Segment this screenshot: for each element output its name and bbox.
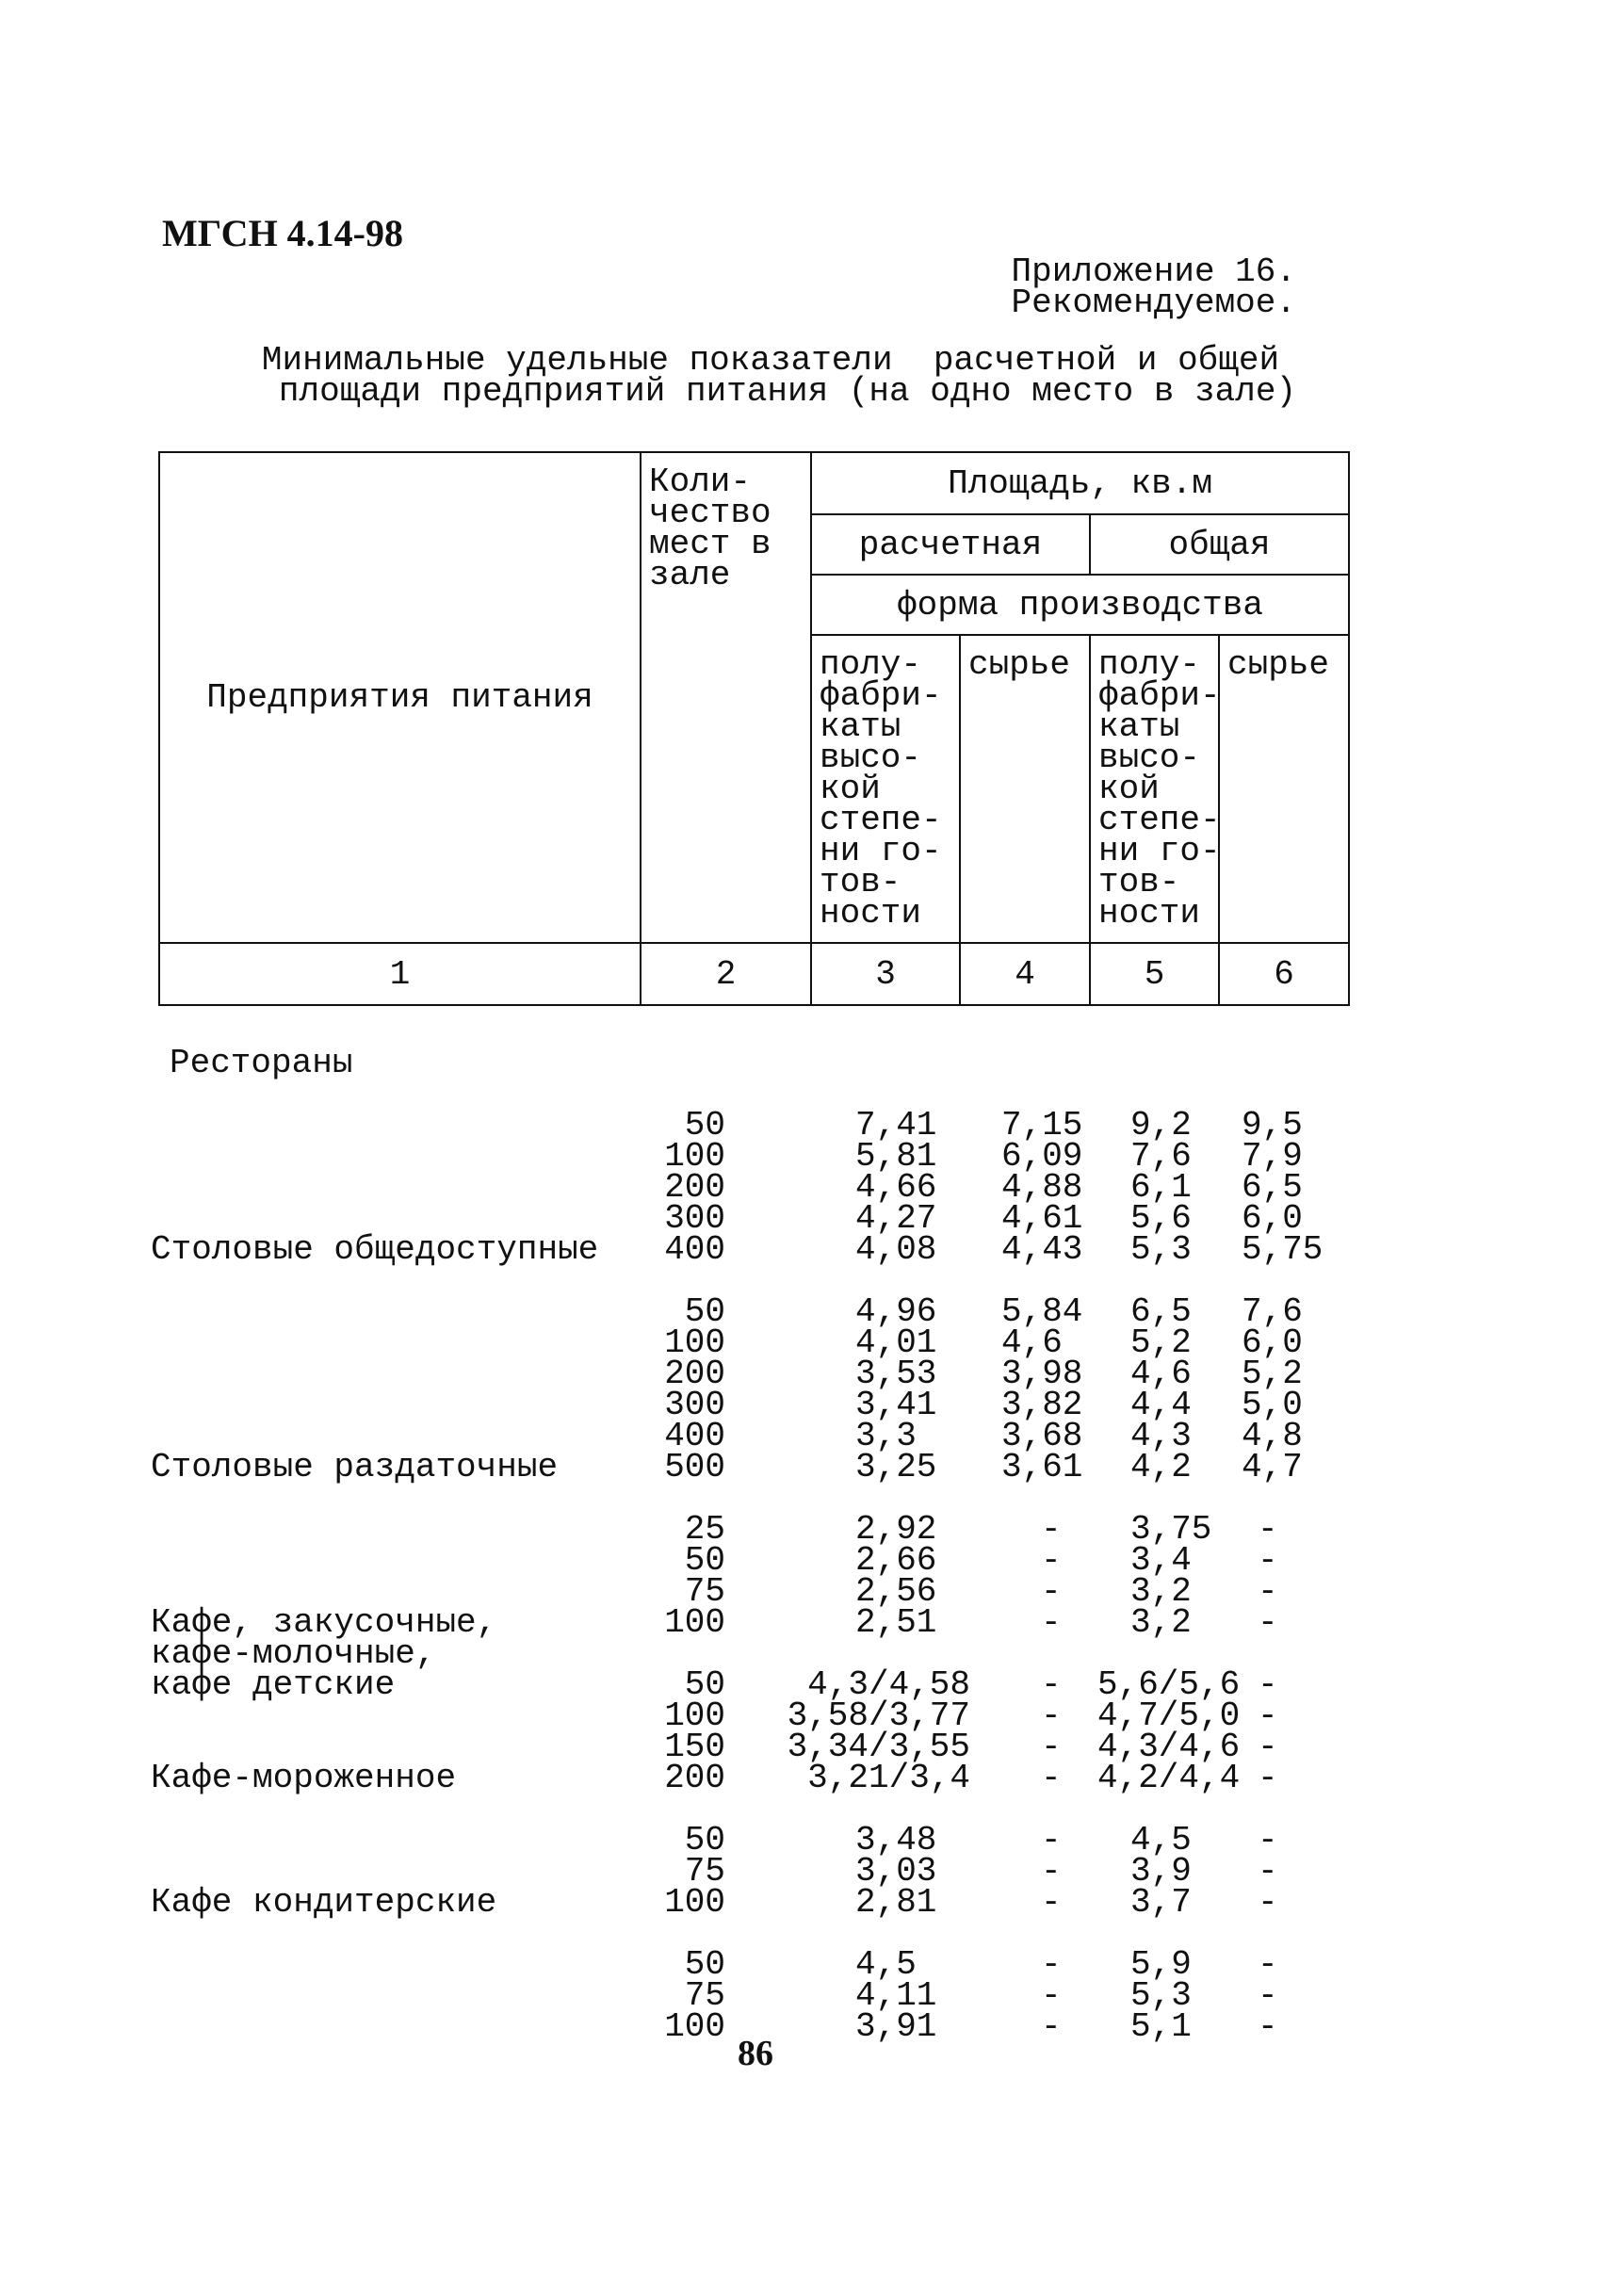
table-cell: 5,75 [1242, 1230, 1324, 1269]
table-cell: 25 [684, 1510, 725, 1549]
table-cell: 4,08 [855, 1230, 937, 1269]
column-number-3: 3 [811, 943, 960, 1005]
table-cell: 4,11 [855, 1976, 937, 2015]
table-cell: 300 [664, 1386, 725, 1424]
header-semi-finished-calc: полу- фабри- каты высо- кой степе- ни го- тов- ности [811, 635, 960, 943]
table-cell: 4,7 [1242, 1448, 1303, 1486]
column-number-4: 4 [960, 943, 1090, 1005]
table-cell: - [1041, 1510, 1062, 1549]
table-cell: 2,81 [855, 1883, 937, 1922]
table-cell: - [1041, 1945, 1062, 1984]
header-semi-finished-total: полу- фабри- каты высо- кой степе- ни го- тов- ности [1090, 635, 1219, 943]
table-cell: 6,09 [1001, 1137, 1083, 1176]
table-cell: 7,9 [1242, 1137, 1303, 1176]
table-cell: 4,7/5,0 [1097, 1696, 1241, 1735]
table-cell: 5,2 [1242, 1355, 1303, 1393]
table-cell: 4,27 [855, 1199, 937, 1238]
header-raw-total: сырье [1219, 635, 1349, 943]
table-title-line-1: Минимальные удельные показатели расчетной и общей [261, 341, 1280, 380]
table-cell: 5,6/5,6 [1097, 1665, 1241, 1704]
table-cell: 2,92 [855, 1510, 937, 1549]
table-cell: - [1041, 1541, 1062, 1580]
table-cell: 5,6 [1130, 1199, 1192, 1238]
table-cell: 4,01 [855, 1323, 937, 1362]
table-cell: 9,5 [1242, 1106, 1303, 1144]
table-cell: - [1041, 1883, 1062, 1922]
table-cell: 50 [684, 1292, 725, 1331]
table-cell: 3,25 [855, 1448, 937, 1486]
table-cell: - [1041, 1665, 1062, 1704]
table-cell: - [1041, 2007, 1062, 2046]
page-number: 86 [738, 2034, 773, 2073]
table-cell: - [1258, 1945, 1278, 1984]
table-cell: 50 [684, 1821, 725, 1859]
table-cell: 4,2/4,4 [1097, 1759, 1241, 1797]
table-cell: 5,0 [1242, 1386, 1303, 1424]
table-cell: 4,8 [1242, 1417, 1303, 1455]
table-cell: 4,43 [1001, 1230, 1083, 1269]
enterprise-name: Кафе, закусочные, кафе-молочные, кафе детские [151, 1603, 497, 1704]
table-cell: 100 [664, 1137, 725, 1176]
table-cell: 3,58/3,77 [787, 1696, 970, 1735]
header-raw-calc: сырье [960, 635, 1090, 943]
table-cell: 7,41 [855, 1106, 937, 1144]
table-cell: 4,5 [855, 1945, 917, 1984]
table-cell: 3,3 [855, 1417, 917, 1455]
header-enterprises: Предприятия питания [159, 452, 641, 943]
table-cell: 4,88 [1001, 1168, 1083, 1207]
column-number-5: 5 [1090, 943, 1219, 1005]
table-cell: 50 [684, 1106, 725, 1144]
enterprise-name: Кафе-мороженное [151, 1759, 457, 1797]
appendix-number: Приложение 16. [1011, 252, 1296, 291]
table-cell: 5,84 [1001, 1292, 1083, 1331]
table-cell: 5,3 [1130, 1976, 1192, 2015]
table-cell: - [1041, 1821, 1062, 1859]
table-cell: 100 [664, 2007, 725, 2046]
table-cell: - [1041, 1603, 1062, 1642]
table-cell: 5,9 [1130, 1945, 1192, 1984]
enterprise-name: Кафе кондитерские [151, 1883, 497, 1922]
table-cell: 500 [664, 1448, 725, 1486]
table-cell: 7,6 [1242, 1292, 1303, 1331]
table-cell: - [1258, 1759, 1278, 1797]
header-seat-count: Коли- чество мест в зале [641, 452, 811, 943]
table-cell: 6,0 [1242, 1199, 1303, 1238]
table-cell: 4,5 [1130, 1821, 1192, 1859]
table-cell: 200 [664, 1355, 725, 1393]
table-cell: 4,6 [1130, 1355, 1192, 1393]
table-cell: 3,2 [1130, 1572, 1192, 1611]
table-cell: 6,1 [1130, 1168, 1192, 1207]
table-cell: 50 [684, 1665, 725, 1704]
table-cell: - [1041, 1976, 1062, 2015]
table-cell: 7,15 [1001, 1106, 1083, 1144]
table-cell: 400 [664, 1230, 725, 1269]
table-cell: - [1258, 1852, 1278, 1891]
table-cell: 75 [684, 1572, 725, 1611]
table-cell: 100 [664, 1323, 725, 1362]
table-cell: 3,48 [855, 1821, 937, 1859]
table-cell: - [1258, 1541, 1278, 1580]
table-cell: 3,98 [1001, 1355, 1083, 1393]
table-cell: - [1258, 1572, 1278, 1611]
table-cell: 4,6 [1001, 1323, 1063, 1362]
table-cell: - [1041, 1572, 1062, 1611]
enterprise-name: Рестораны [170, 1044, 353, 1082]
table-title-line-2: площади предприятий питания (на одно место в зале) [278, 372, 1297, 411]
table-cell: 4,2 [1130, 1448, 1192, 1486]
table-cell: 75 [684, 1976, 725, 2015]
table-cell: 75 [684, 1852, 725, 1891]
table-cell: - [1258, 1728, 1278, 1766]
table-cell: - [1041, 1852, 1062, 1891]
table-cell: 3,2 [1130, 1603, 1192, 1642]
enterprise-name: Столовые общедоступные [151, 1230, 599, 1269]
table-cell: 6,5 [1242, 1168, 1303, 1207]
table-cell: 3,34/3,55 [787, 1728, 970, 1766]
table-cell: 3,21/3,4 [807, 1759, 970, 1797]
header-total: общая [1090, 514, 1349, 575]
table-cell: - [1258, 1510, 1278, 1549]
header-calculated: расчетная [811, 514, 1090, 575]
table-cell: - [1041, 1696, 1062, 1735]
appendix-status: Рекомендуемое. [1011, 284, 1296, 322]
table-cell: 200 [664, 1168, 725, 1207]
table-cell: 2,66 [855, 1541, 937, 1580]
table-cell: 5,81 [855, 1137, 937, 1176]
table-cell: 9,2 [1130, 1106, 1192, 1144]
table-cell: 3,53 [855, 1355, 937, 1393]
table-cell: 100 [664, 1696, 725, 1735]
column-number-1: 1 [159, 943, 641, 1005]
header-area: Площадь, кв.м [811, 452, 1349, 514]
table-cell: - [1258, 1603, 1278, 1642]
table-cell: 100 [664, 1883, 725, 1922]
enterprise-name: Столовые раздаточные [151, 1448, 559, 1486]
table-cell: 50 [684, 1541, 725, 1580]
table-cell: 300 [664, 1199, 725, 1238]
table-cell: - [1041, 1728, 1062, 1766]
table-cell: 3,91 [855, 2007, 937, 2046]
table-cell: 200 [664, 1759, 725, 1797]
table-cell: 7,6 [1130, 1137, 1192, 1176]
table-cell: 3,9 [1130, 1852, 1192, 1891]
table-cell: 4,61 [1001, 1199, 1083, 1238]
table-cell: 150 [664, 1728, 725, 1766]
table-cell: 100 [664, 1603, 725, 1642]
table-cell: 4,3/4,6 [1097, 1728, 1241, 1766]
table-cell: 4,96 [855, 1292, 937, 1331]
table-cell: 4,3/4,58 [807, 1665, 970, 1704]
table-cell: - [1258, 1821, 1278, 1859]
column-number-6: 6 [1219, 943, 1349, 1005]
table-cell: 3,41 [855, 1386, 937, 1424]
table-cell: - [1258, 1696, 1278, 1735]
table-cell: - [1258, 1883, 1278, 1922]
table-cell: 4,4 [1130, 1386, 1192, 1424]
table-cell: 3,61 [1001, 1448, 1083, 1486]
table-cell: 6,5 [1130, 1292, 1192, 1331]
table-cell: 3,7 [1130, 1883, 1192, 1922]
table-cell: 400 [664, 1417, 725, 1455]
table-cell: 3,75 [1130, 1510, 1212, 1549]
table-cell: 3,03 [855, 1852, 937, 1891]
table-cell: 5,3 [1130, 1230, 1192, 1269]
table-cell: - [1258, 1665, 1278, 1704]
table-cell: 2,51 [855, 1603, 937, 1642]
header-production-form: форма производства [811, 575, 1349, 635]
table-cell: 3,68 [1001, 1417, 1083, 1455]
appendix-note [1011, 252, 1296, 322]
table-cell: 5,1 [1130, 2007, 1192, 2046]
table-cell: 6,0 [1242, 1323, 1303, 1362]
table-cell: 3,82 [1001, 1386, 1083, 1424]
table-cell: 5,2 [1130, 1323, 1192, 1362]
table-cell: - [1258, 1976, 1278, 2015]
column-number-2: 2 [641, 943, 811, 1005]
table-title [0, 341, 1624, 411]
table-cell: - [1258, 2007, 1278, 2046]
table-cell: 2,56 [855, 1572, 937, 1611]
table-cell: 4,66 [855, 1168, 937, 1207]
document-code: МГСН 4.14-98 [162, 212, 403, 254]
table-cell: 3,4 [1130, 1541, 1192, 1580]
table-cell: - [1041, 1759, 1062, 1797]
table-cell: 4,3 [1130, 1417, 1192, 1455]
table-header [158, 451, 1350, 1006]
table-cell: 50 [684, 1945, 725, 1984]
